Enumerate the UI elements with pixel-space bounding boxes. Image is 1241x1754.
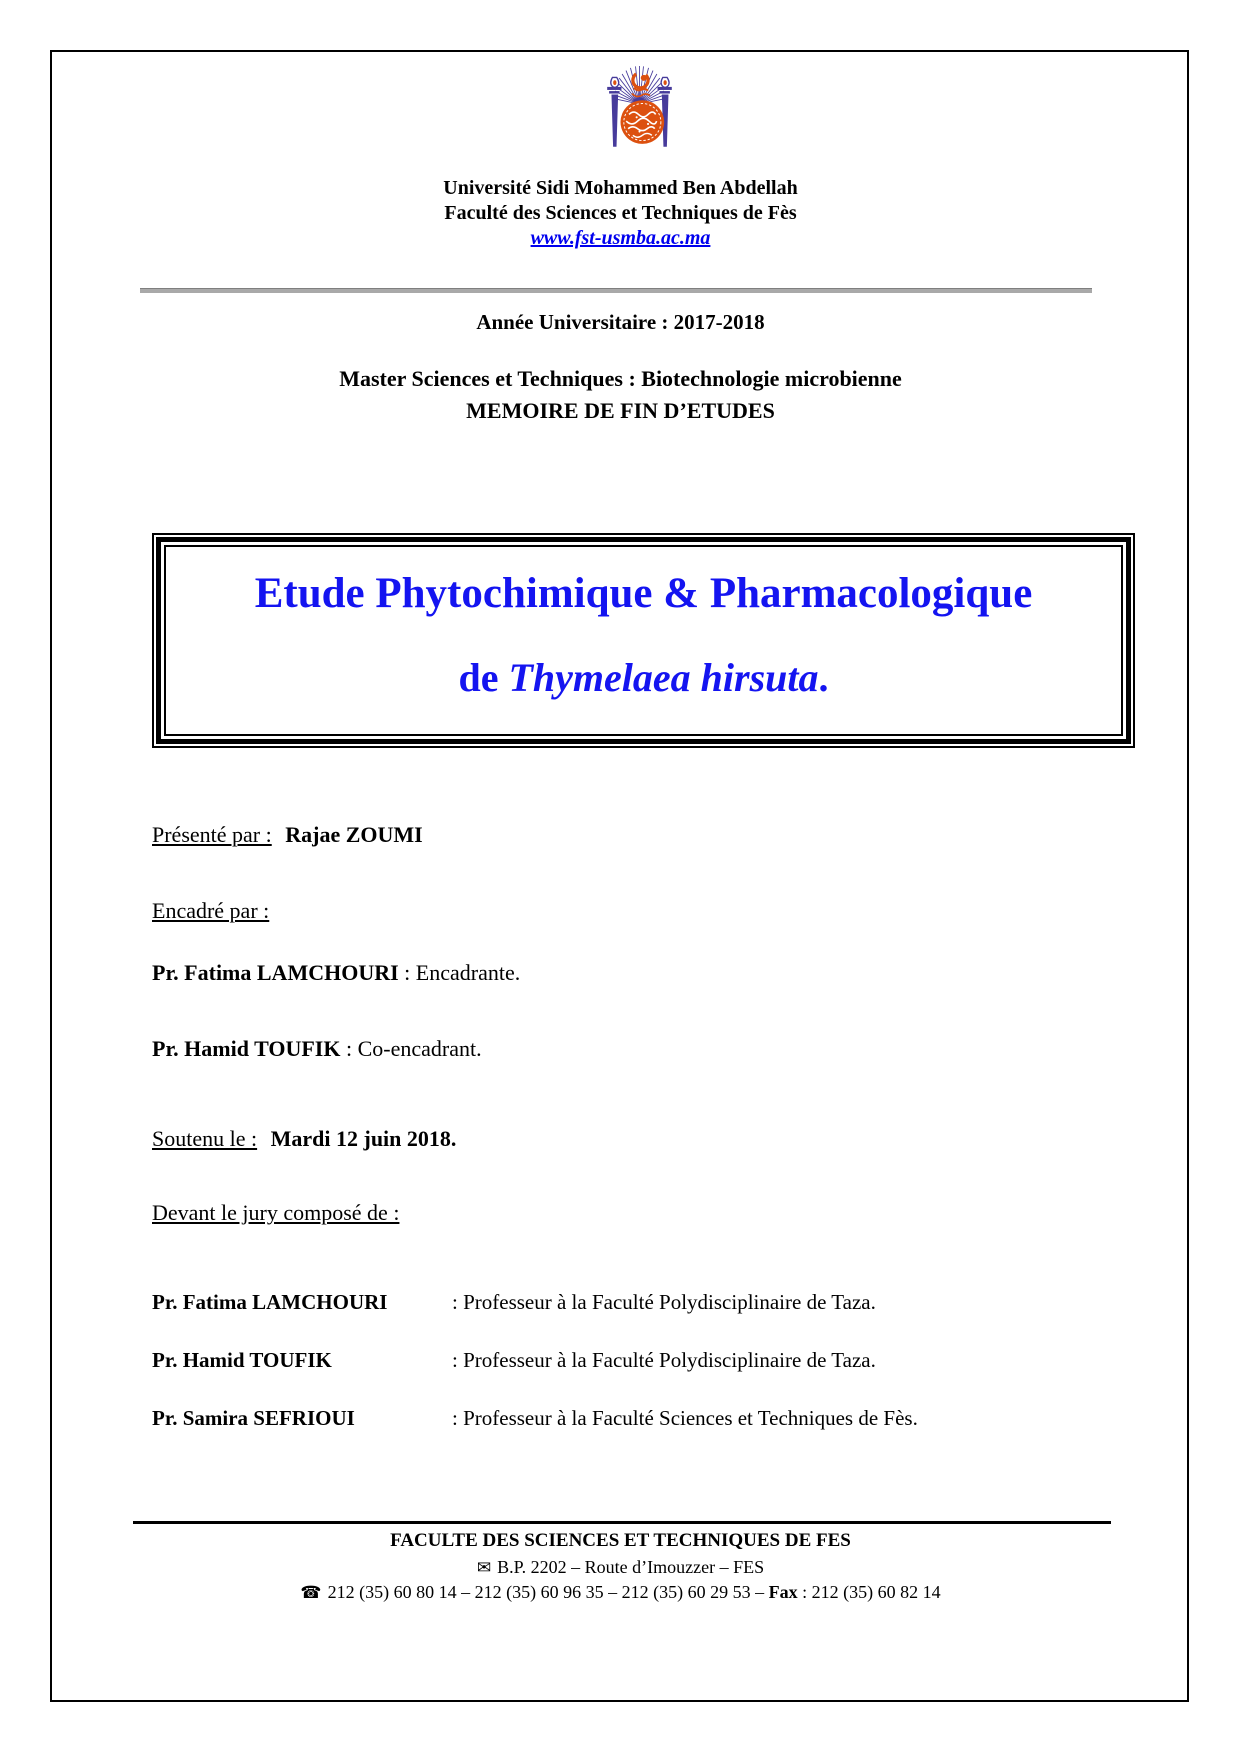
- logo-fan-rays: [615, 66, 664, 104]
- footer-address-line: [50, 1557, 1191, 1578]
- presented-by-name: Rajae ZOUMI: [285, 822, 423, 847]
- supervisor-name: Pr. Fatima LAMCHOURI: [152, 960, 399, 985]
- thesis-title-line1: Etude Phytochimique & Pharmacologique: [254, 570, 1033, 617]
- logo-medallion: [621, 100, 665, 144]
- jury-member-affiliation: : Professeur à la Faculté Polydisciplinaire de Taza.: [452, 1290, 876, 1314]
- page-border: [50, 50, 1189, 1702]
- academic-year: Année Universitaire : 2017-2018: [476, 310, 765, 334]
- jury-member-name: Pr. Samira SEFRIOUI: [152, 1406, 355, 1430]
- header: [0, 176, 1241, 252]
- supervised-by-row: [152, 898, 269, 924]
- document-type: MEMOIRE DE FIN D’ETUDES: [466, 398, 775, 423]
- jury-member-name: Pr. Hamid TOUFIK: [152, 1348, 332, 1372]
- jury-label: Devant le jury composé de :: [152, 1200, 400, 1225]
- header-divider: [140, 288, 1092, 293]
- jury-member-affiliation: : Professeur à la Faculté Polydisciplinaire de Taza.: [452, 1348, 876, 1372]
- defense-date-row: [152, 1126, 456, 1152]
- supervisor-row: [152, 960, 520, 986]
- thesis-title-box: [152, 533, 1135, 748]
- presented-by-row: [152, 822, 423, 848]
- jury-member-row: [152, 1406, 918, 1431]
- university-name: Université Sidi Mohammed Ben Abdellah: [443, 177, 798, 199]
- footer-fax-label: Fax: [768, 1582, 798, 1602]
- footer-phones: 212 (35) 60 80 14 – 212 (35) 60 96 35 – 212 (35) 60 29 53 –: [327, 1582, 769, 1602]
- supervisor-row: [152, 1036, 482, 1062]
- jury-member-row: [152, 1290, 876, 1315]
- website-link[interactable]: www.fst-usmba.ac.ma: [530, 227, 711, 249]
- jury-member-affiliation: : Professeur à la Faculté Sciences et Techniques de Fès.: [452, 1406, 918, 1430]
- footer-fax-number: : 212 (35) 60 82 14: [797, 1582, 941, 1602]
- footer-address: B.P. 2202 – Route d’Imouzzer – FES: [497, 1557, 765, 1577]
- supervised-by-label: Encadré par :: [152, 898, 270, 923]
- program-name: Master Sciences et Techniques : Biotechnologie microbienne: [339, 366, 902, 391]
- faculty-name: Faculté des Sciences et Techniques de Fès: [444, 202, 797, 224]
- mail-icon: ✉: [476, 1558, 492, 1578]
- logo-left-column: [607, 77, 621, 146]
- species-name: Thymelaea hirsuta: [508, 655, 819, 700]
- university-logo: [592, 58, 687, 150]
- footer-divider: [133, 1521, 1111, 1524]
- jury-member-name: Pr. Fatima LAMCHOURI: [152, 1290, 388, 1314]
- jury-member-row: [152, 1348, 876, 1373]
- supervisor-role: : Encadrante.: [398, 960, 521, 985]
- thesis-title-line2: de Thymelaea hirsuta.: [458, 655, 829, 700]
- footer-phone-line: [50, 1582, 1191, 1603]
- footer-faculty-name: FACULTE DES SCIENCES ET TECHNIQUES DE FES: [390, 1530, 851, 1551]
- phone-icon: ☎: [300, 1583, 322, 1603]
- presented-by-label: Présenté par :: [152, 822, 272, 847]
- supervisor-name: Pr. Hamid TOUFIK: [152, 1036, 341, 1061]
- jury-label-row: [152, 1200, 399, 1226]
- defense-date-label: Soutenu le :: [152, 1126, 258, 1151]
- supervisor-role: : Co-encadrant.: [340, 1036, 482, 1061]
- defense-date: Mardi 12 juin 2018.: [270, 1126, 457, 1151]
